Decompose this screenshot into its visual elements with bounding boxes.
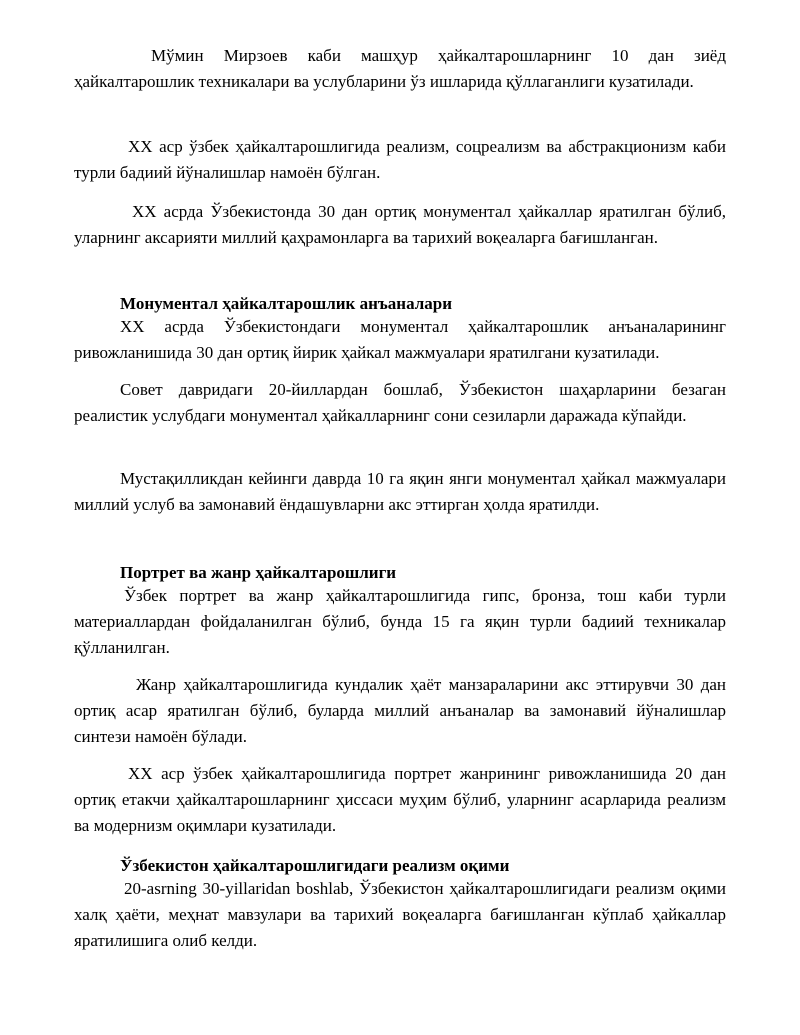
section2-paragraph-1: Ўзбек портрет ва жанр ҳайкалтарошлигида гипс, бронза, тош каби турли материаллардан фойдаланилган бўлиб, бунда 15 га яқин турли бадиий техникалар қўлланилган. xyxy=(74,586,726,657)
section-heading-realism: Ўзбекистон ҳайкалтарошлигидаги реализм оқими xyxy=(120,856,510,875)
section1-paragraph-1: XX асрда Ўзбекистондаги монументал ҳайкалтарошлик анъаналарининг ривожланишида 30 дан ортиқ йирик ҳайкал мажмуалари яратилгани кузатилади. xyxy=(74,317,726,362)
section1-paragraph-3: Мустақилликдан кейинги даврда 10 га яқин янги монументал ҳайкал мажмуалари миллий услуб ва замонавий ёндашувларни акс эттирган ҳолда яратилди. xyxy=(74,469,726,514)
section3-paragraph-1: 20-asrning 30-yillaridan boshlab, Ўзбекистон ҳайкалтарошлигидаги реализм оқими халқ ҳаёти, меҳнат мавзулари ва тарихий воқеаларга бағишланган кўплаб ҳайкаллар яратилишига олиб келди. xyxy=(74,879,726,950)
intro-paragraph-3: XX асрда Ўзбекистонда 30 дан ортиқ монументал ҳайкаллар яратилган бўлиб, уларнинг аксарияти миллий қаҳрамонларга ва тарихий воқеаларга бағишланган. xyxy=(74,202,726,247)
section2-paragraph-2: Жанр ҳайкалтарошлигида кундалик ҳаёт манзараларини акс эттирувчи 30 дан ортиқ асар яратилган бўлиб, буларда миллий анъаналар ва замонавий йўналишлар синтези намоён бўлади. xyxy=(74,675,726,746)
section-heading-portrait-genre: Портрет ва жанр ҳайкалтарошлиги xyxy=(120,563,397,582)
section-heading-monumental: Монументал ҳайкалтарошлик анъаналари xyxy=(120,294,453,313)
intro-paragraph-2: XX аср ўзбек ҳайкалтарошлигида реализм, соцреализм ва абстракционизм каби турли бадиий йўналишлар намоён бўлган. xyxy=(74,137,726,182)
intro-paragraph-1: Мўмин Мирзоев каби машҳур ҳайкалтарошларнинг 10 дан зиёд ҳайкалтарошлик техникалари ва услубларини ўз ишларида қўллаганлиги кузатилади. xyxy=(74,46,726,91)
section2-paragraph-3: XX аср ўзбек ҳайкалтарошлигида портрет жанрининг ривожланишида 20 дан ортиқ етакчи ҳайкалтарошларнинг ҳиссаси муҳим бўлиб, уларнинг асарларида реализм ва модернизм оқимлари кузатилади. xyxy=(74,764,726,835)
section1-paragraph-2: Совет давридаги 20-йиллардан бошлаб, Ўзбекистон шаҳарларини безаган реалистик услубдаги монументал ҳайкалларнинг сони сезиларли даражада кўпайди. xyxy=(74,380,726,425)
